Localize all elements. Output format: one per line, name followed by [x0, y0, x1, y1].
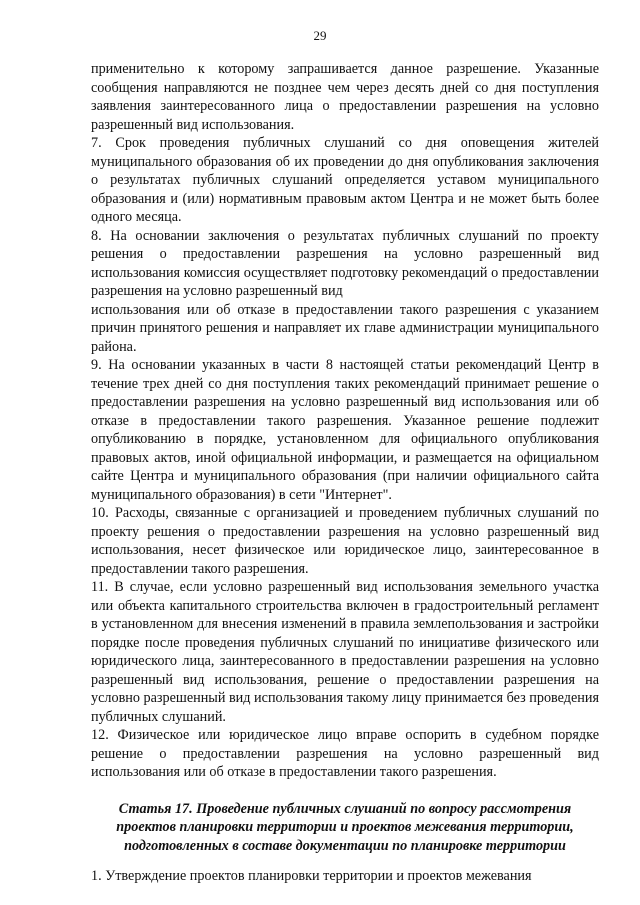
paragraph-8: 8. На основании заключения о результатах публичных слушаний по проекту решения о предоставлении разрешения на условно разрешенный вид использования комиссия осуществляет подготовку рекомендаций о предоставлении разрешения на условно разрешенный вид [91, 227, 599, 299]
paragraph-7: 7. Срок проведения публичных слушаний со дня оповещения жителей муниципального образования об их проведении до дня опубликования заключения о результатах публичных слушаний определяется уставом муниципального образования и (или) нормативным правовым актом Центра и не может быть более одного месяца. [91, 135, 599, 225]
paragraph-10: 10. Расходы, связанные с организацией и проведением публичных слушаний по проекту решения о предоставлении разрешения на условно разрешенный вид использования, несет физическое или юридическое лицо, заинтересованное в предоставлении такого разрешения. [91, 505, 599, 577]
article-heading-line-3: подготовленных в составе документации по планировке территории [124, 837, 566, 854]
paragraph-continuation: применительно к которому запрашивается данное разрешение. Указанные сообщения направляются не позднее чем через десять дней со дня поступления заявления заинтересованного лица о предоставлении разрешения на условно разрешенный вид использования. [91, 61, 599, 133]
paragraph-11: 11. В случае, если условно разрешенный вид использования земельного участка или объекта капитального строительства включен в градостроительный регламент в установленном для внесения изменений в правила землепользования и застройки порядке после проведения публичных слушаний по инициативе физического или юридического лица, заинтересованного в предоставлении разрешения на условно разрешенный вид использования, решение о предоставлении разрешения на условно разрешенный вид использования такому лицу принимается без проведения публичных слушаний. [91, 579, 599, 725]
article-heading-line-1: Статья 17. Проведение публичных слушаний по вопросу рассмотрения [118, 800, 572, 817]
document-body [91, 60, 599, 886]
paragraph-9: 9. На основании указанных в части 8 настоящей статьи рекомендаций Центр в течение трех дней со дня поступления таких рекомендаций принимает решение о предоставлении разрешения на условно разрешенный вид использования или об отказе в предоставлении такого разрешения. Указанное решение подлежит опубликованию в порядке, установленном для официального опубликования правовых актов, иной официальной информации, и размещается на официальном сайте Центра и муниципального образования (при наличии официального сайта муниципального образования) в сети "Интернет". [91, 357, 599, 503]
paragraph-8-continuation: использования или об отказе в предоставлении такого разрешения с указанием причин принятого решения и направляет их главе администрации муниципального района. [91, 301, 599, 355]
article-17-paragraph-1: 1. Утверждение проектов планировки территории и проектов межевания [91, 868, 532, 884]
paragraph-12: 12. Физическое или юридическое лицо вправе оспорить в судебном порядке решение о предоставлении разрешения на условно разрешенный вид использования или об отказе в предоставлении такого разрешения. [91, 727, 599, 780]
article-17-heading [91, 800, 599, 856]
page-number: 29 [313, 28, 327, 43]
article-heading-line-2: проектов планировки территории и проектов межевания территории, [116, 819, 574, 835]
